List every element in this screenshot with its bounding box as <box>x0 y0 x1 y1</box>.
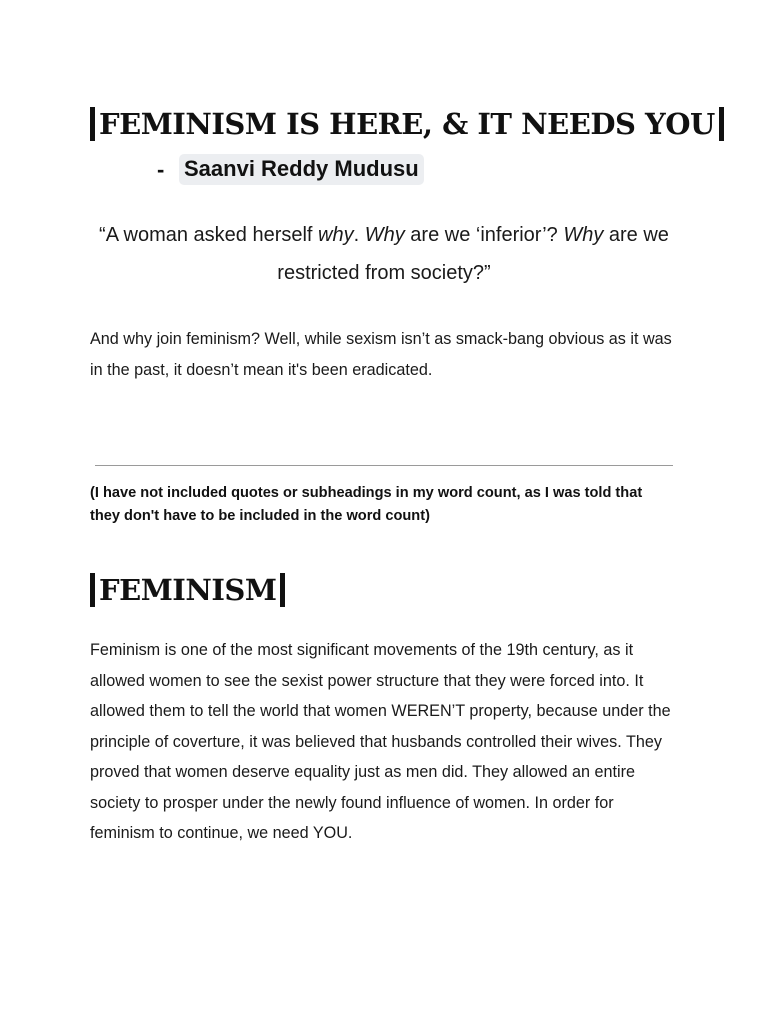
section-paragraph: Feminism is one of the most significant movements of the 19th century, as it allowed women to see the sexist power structure that they were forced into. It allowed them to tell the world that women WEREN’T property, because under the principle of coverture, it was believed that husbands controlled their wives. They proved that women deserve equality just as men did. They allowed an entire society to prosper under the newly found influence of women. In order for feminism to continue, we need YOU. <box>90 641 671 842</box>
quote-part-2: . <box>353 224 365 246</box>
section-heading <box>90 570 285 610</box>
quote-part-3: are we ‘inferior’? <box>404 224 564 246</box>
word-count-note: (I have not included quotes or subheadings in my word count, as I was told that they don't have to be included in the word count) <box>90 485 643 524</box>
author-name: Saanvi Reddy Mudusu <box>179 154 424 185</box>
quote-emphasis-2: Why <box>364 224 405 246</box>
horizontal-divider <box>95 465 673 466</box>
quote-part-1: “A woman asked herself <box>99 224 319 246</box>
byline-dash: - <box>157 156 165 182</box>
title-left-bar <box>90 107 95 141</box>
title-text: FEMINISM IS HERE, & IT NEEDS YOU <box>99 107 715 141</box>
section-heading-text: FEMINISM <box>99 573 277 607</box>
byline <box>157 154 424 185</box>
subhead-left-bar <box>90 573 95 607</box>
pull-quote <box>90 216 678 292</box>
quote-part-4: are we restricted from society?” <box>277 224 669 284</box>
quote-emphasis-3: Why <box>563 224 604 246</box>
quote-emphasis-1: why <box>318 224 354 246</box>
title-right-bar <box>719 107 724 141</box>
subhead-right-bar <box>280 573 285 607</box>
intro-paragraph: And why join feminism? Well, while sexism isn’t as smack-bang obvious as it was in the past, it doesn’t mean it's been eradicated. <box>90 330 672 379</box>
page-title <box>90 104 724 144</box>
